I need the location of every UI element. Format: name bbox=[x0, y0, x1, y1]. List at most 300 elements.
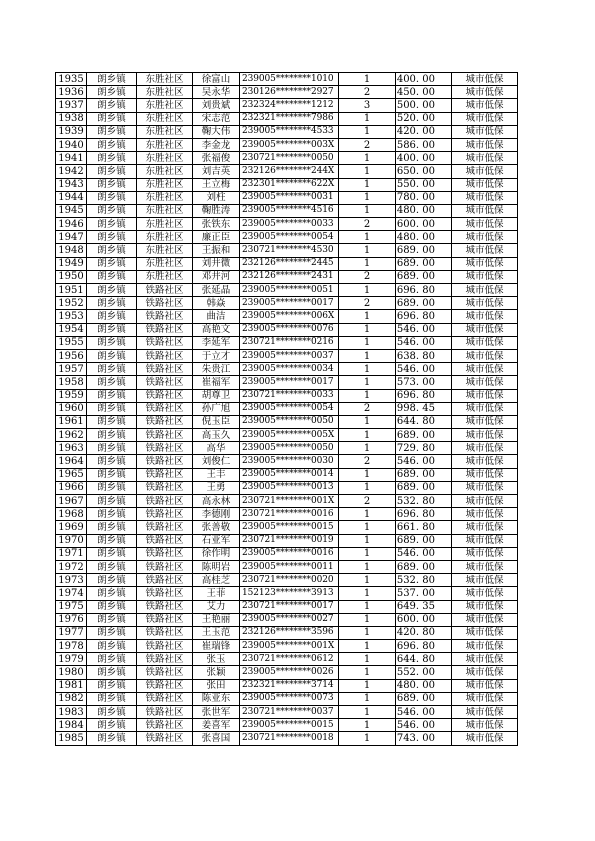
table-row bbox=[56, 587, 518, 600]
id-number-cell: 239005********0076 bbox=[240, 323, 339, 336]
household-count-cell: 1 bbox=[339, 415, 396, 428]
town-cell: 朗乡镇 bbox=[87, 218, 137, 231]
id-number-cell: 232126********244X bbox=[240, 165, 339, 178]
table-row bbox=[56, 323, 518, 336]
town-cell: 朗乡镇 bbox=[87, 310, 137, 323]
household-count-cell: 1 bbox=[339, 481, 396, 494]
amount-cell: 546. 00 bbox=[396, 547, 452, 560]
community-cell: 铁路社区 bbox=[137, 310, 193, 323]
amount-cell: 420. 80 bbox=[396, 626, 452, 639]
table-row bbox=[56, 244, 518, 257]
table-row bbox=[56, 666, 518, 679]
table-row bbox=[56, 257, 518, 270]
id-number-cell: 239005********0050 bbox=[240, 415, 339, 428]
name-cell: 姜喜军 bbox=[193, 719, 240, 732]
category-cell: 城市低保 bbox=[452, 455, 518, 468]
amount-cell: 650. 00 bbox=[396, 165, 452, 178]
community-cell: 铁路社区 bbox=[137, 429, 193, 442]
town-cell: 朗乡镇 bbox=[87, 547, 137, 560]
table-row bbox=[56, 218, 518, 231]
table-row bbox=[56, 613, 518, 626]
household-count-cell: 1 bbox=[339, 429, 396, 442]
id-number-cell: 239005********0017 bbox=[240, 376, 339, 389]
town-cell: 朗乡镇 bbox=[87, 521, 137, 534]
name-cell: 刘贵斌 bbox=[193, 99, 240, 112]
household-count-cell: 1 bbox=[339, 534, 396, 547]
id-number-cell: 152123********3913 bbox=[240, 587, 339, 600]
amount-cell: 420. 00 bbox=[396, 125, 452, 138]
id-number-cell: 239005********0030 bbox=[240, 455, 339, 468]
community-cell: 东胜社区 bbox=[137, 270, 193, 283]
table-row bbox=[56, 481, 518, 494]
table-row bbox=[56, 152, 518, 165]
household-count-cell: 2 bbox=[339, 270, 396, 283]
category-cell: 城市低保 bbox=[452, 429, 518, 442]
community-cell: 铁路社区 bbox=[137, 297, 193, 310]
amount-cell: 689. 00 bbox=[396, 534, 452, 547]
household-count-cell: 1 bbox=[339, 284, 396, 297]
household-count-cell: 2 bbox=[339, 138, 396, 151]
community-cell: 东胜社区 bbox=[137, 99, 193, 112]
row-number-cell: 1948 bbox=[56, 244, 87, 257]
id-number-cell: 239005********0051 bbox=[240, 284, 339, 297]
household-count-cell: 1 bbox=[339, 706, 396, 719]
household-count-cell: 1 bbox=[339, 73, 396, 86]
amount-cell: 696. 80 bbox=[396, 508, 452, 521]
household-count-cell: 2 bbox=[339, 297, 396, 310]
name-cell: 张喜国 bbox=[193, 732, 240, 745]
id-number-cell: 239005********0011 bbox=[240, 560, 339, 573]
name-cell: 张玉 bbox=[193, 653, 240, 666]
id-number-cell: 239005********0054 bbox=[240, 231, 339, 244]
category-cell: 城市低保 bbox=[452, 640, 518, 653]
id-number-cell: 232321********7986 bbox=[240, 112, 339, 125]
id-number-cell: 239005********0014 bbox=[240, 468, 339, 481]
name-cell: 张善敬 bbox=[193, 521, 240, 534]
amount-cell: 689. 00 bbox=[396, 244, 452, 257]
name-cell: 王振和 bbox=[193, 244, 240, 257]
row-number-cell: 1984 bbox=[56, 719, 87, 732]
name-cell: 刘俊仁 bbox=[193, 455, 240, 468]
community-cell: 铁路社区 bbox=[137, 495, 193, 508]
row-number-cell: 1972 bbox=[56, 560, 87, 573]
community-cell: 铁路社区 bbox=[137, 626, 193, 639]
town-cell: 朗乡镇 bbox=[87, 455, 137, 468]
row-number-cell: 1963 bbox=[56, 442, 87, 455]
name-cell: 张福俊 bbox=[193, 152, 240, 165]
name-cell: 吴永华 bbox=[193, 86, 240, 99]
id-number-cell: 230126********2927 bbox=[240, 86, 339, 99]
household-count-cell: 1 bbox=[339, 640, 396, 653]
community-cell: 东胜社区 bbox=[137, 86, 193, 99]
row-number-cell: 1938 bbox=[56, 112, 87, 125]
category-cell: 城市低保 bbox=[452, 257, 518, 270]
category-cell: 城市低保 bbox=[452, 389, 518, 402]
name-cell: 崔福军 bbox=[193, 376, 240, 389]
id-number-cell: 230721********0612 bbox=[240, 653, 339, 666]
category-cell: 城市低保 bbox=[452, 138, 518, 151]
amount-cell: 546. 00 bbox=[396, 706, 452, 719]
town-cell: 朗乡镇 bbox=[87, 389, 137, 402]
amount-cell: 400. 00 bbox=[396, 152, 452, 165]
name-cell: 徐作明 bbox=[193, 547, 240, 560]
amount-cell: 780. 00 bbox=[396, 191, 452, 204]
amount-cell: 600. 00 bbox=[396, 218, 452, 231]
category-cell: 城市低保 bbox=[452, 719, 518, 732]
row-number-cell: 1964 bbox=[56, 455, 87, 468]
community-cell: 东胜社区 bbox=[137, 152, 193, 165]
household-count-cell: 1 bbox=[339, 587, 396, 600]
community-cell: 铁路社区 bbox=[137, 455, 193, 468]
category-cell: 城市低保 bbox=[452, 402, 518, 415]
category-cell: 城市低保 bbox=[452, 218, 518, 231]
category-cell: 城市低保 bbox=[452, 86, 518, 99]
amount-cell: 696. 80 bbox=[396, 284, 452, 297]
category-cell: 城市低保 bbox=[452, 653, 518, 666]
town-cell: 朗乡镇 bbox=[87, 402, 137, 415]
amount-cell: 689. 00 bbox=[396, 429, 452, 442]
household-count-cell: 1 bbox=[339, 653, 396, 666]
amount-cell: 649. 35 bbox=[396, 600, 452, 613]
amount-cell: 552. 00 bbox=[396, 666, 452, 679]
row-number-cell: 1985 bbox=[56, 732, 87, 745]
amount-cell: 480. 00 bbox=[396, 204, 452, 217]
row-number-cell: 1977 bbox=[56, 626, 87, 639]
category-cell: 城市低保 bbox=[452, 587, 518, 600]
id-number-cell: 232301********622X bbox=[240, 178, 339, 191]
table-row bbox=[56, 692, 518, 705]
category-cell: 城市低保 bbox=[452, 547, 518, 560]
community-cell: 铁路社区 bbox=[137, 600, 193, 613]
row-number-cell: 1945 bbox=[56, 204, 87, 217]
id-number-cell: 239005********0037 bbox=[240, 349, 339, 362]
row-number-cell: 1980 bbox=[56, 666, 87, 679]
town-cell: 朗乡镇 bbox=[87, 138, 137, 151]
category-cell: 城市低保 bbox=[452, 99, 518, 112]
town-cell: 朗乡镇 bbox=[87, 86, 137, 99]
name-cell: 曲洁 bbox=[193, 310, 240, 323]
household-count-cell: 1 bbox=[339, 125, 396, 138]
row-number-cell: 1959 bbox=[56, 389, 87, 402]
id-number-cell: 230721********0018 bbox=[240, 732, 339, 745]
table-row bbox=[56, 191, 518, 204]
table-row bbox=[56, 86, 518, 99]
household-count-cell: 1 bbox=[339, 600, 396, 613]
row-number-cell: 1937 bbox=[56, 99, 87, 112]
community-cell: 东胜社区 bbox=[137, 244, 193, 257]
id-number-cell: 239005********0033 bbox=[240, 218, 339, 231]
table-row bbox=[56, 138, 518, 151]
town-cell: 朗乡镇 bbox=[87, 679, 137, 692]
id-number-cell: 230721********0016 bbox=[240, 508, 339, 521]
category-cell: 城市低保 bbox=[452, 310, 518, 323]
name-cell: 王勇 bbox=[193, 481, 240, 494]
household-count-cell: 1 bbox=[339, 204, 396, 217]
amount-cell: 546. 00 bbox=[396, 363, 452, 376]
household-count-cell: 1 bbox=[339, 257, 396, 270]
household-count-cell: 1 bbox=[339, 349, 396, 362]
amount-cell: 689. 00 bbox=[396, 560, 452, 573]
id-number-cell: 230721********0020 bbox=[240, 574, 339, 587]
name-cell: 石亚军 bbox=[193, 534, 240, 547]
row-number-cell: 1960 bbox=[56, 402, 87, 415]
community-cell: 东胜社区 bbox=[137, 191, 193, 204]
row-number-cell: 1955 bbox=[56, 336, 87, 349]
amount-cell: 546. 00 bbox=[396, 455, 452, 468]
row-number-cell: 1975 bbox=[56, 600, 87, 613]
household-count-cell: 1 bbox=[339, 376, 396, 389]
name-cell: 孙广旭 bbox=[193, 402, 240, 415]
community-cell: 铁路社区 bbox=[137, 560, 193, 573]
row-number-cell: 1936 bbox=[56, 86, 87, 99]
amount-cell: 743. 00 bbox=[396, 732, 452, 745]
household-count-cell: 1 bbox=[339, 508, 396, 521]
table-row bbox=[56, 719, 518, 732]
town-cell: 朗乡镇 bbox=[87, 560, 137, 573]
row-number-cell: 1976 bbox=[56, 613, 87, 626]
category-cell: 城市低保 bbox=[452, 679, 518, 692]
household-count-cell: 2 bbox=[339, 402, 396, 415]
table-row bbox=[56, 521, 518, 534]
name-cell: 张铁东 bbox=[193, 218, 240, 231]
amount-cell: 546. 00 bbox=[396, 336, 452, 349]
row-number-cell: 1981 bbox=[56, 679, 87, 692]
id-number-cell: 239005********006X bbox=[240, 310, 339, 323]
town-cell: 朗乡镇 bbox=[87, 191, 137, 204]
name-cell: 陈亚东 bbox=[193, 692, 240, 705]
table-row bbox=[56, 534, 518, 547]
id-number-cell: 239005********4533 bbox=[240, 125, 339, 138]
community-cell: 铁路社区 bbox=[137, 732, 193, 745]
category-cell: 城市低保 bbox=[452, 112, 518, 125]
community-cell: 铁路社区 bbox=[137, 692, 193, 705]
amount-cell: 500. 00 bbox=[396, 99, 452, 112]
name-cell: 宋志范 bbox=[193, 112, 240, 125]
name-cell: 于立才 bbox=[193, 349, 240, 362]
name-cell: 张延晶 bbox=[193, 284, 240, 297]
name-cell: 王玉范 bbox=[193, 626, 240, 639]
amount-cell: 696. 80 bbox=[396, 310, 452, 323]
household-count-cell: 1 bbox=[339, 323, 396, 336]
row-number-cell: 1973 bbox=[56, 574, 87, 587]
amount-cell: 550. 00 bbox=[396, 178, 452, 191]
table-row bbox=[56, 732, 518, 745]
category-cell: 城市低保 bbox=[452, 481, 518, 494]
category-cell: 城市低保 bbox=[452, 336, 518, 349]
id-number-cell: 230721********4530 bbox=[240, 244, 339, 257]
category-cell: 城市低保 bbox=[452, 534, 518, 547]
town-cell: 朗乡镇 bbox=[87, 152, 137, 165]
community-cell: 东胜社区 bbox=[137, 73, 193, 86]
name-cell: 刘吉英 bbox=[193, 165, 240, 178]
table-row bbox=[56, 204, 518, 217]
household-count-cell: 2 bbox=[339, 495, 396, 508]
name-cell: 徐富山 bbox=[193, 73, 240, 86]
community-cell: 东胜社区 bbox=[137, 218, 193, 231]
community-cell: 铁路社区 bbox=[137, 719, 193, 732]
category-cell: 城市低保 bbox=[452, 297, 518, 310]
name-cell: 鞠胜涛 bbox=[193, 204, 240, 217]
category-cell: 城市低保 bbox=[452, 125, 518, 138]
table-row bbox=[56, 284, 518, 297]
town-cell: 朗乡镇 bbox=[87, 257, 137, 270]
town-cell: 朗乡镇 bbox=[87, 284, 137, 297]
household-count-cell: 1 bbox=[339, 547, 396, 560]
name-cell: 韩焱 bbox=[193, 297, 240, 310]
table-row bbox=[56, 415, 518, 428]
town-cell: 朗乡镇 bbox=[87, 442, 137, 455]
community-cell: 东胜社区 bbox=[137, 165, 193, 178]
category-cell: 城市低保 bbox=[452, 666, 518, 679]
row-number-cell: 1956 bbox=[56, 349, 87, 362]
table-row bbox=[56, 231, 518, 244]
amount-cell: 532. 80 bbox=[396, 574, 452, 587]
name-cell: 高玉久 bbox=[193, 429, 240, 442]
community-cell: 东胜社区 bbox=[137, 125, 193, 138]
name-cell: 倪玉臣 bbox=[193, 415, 240, 428]
amount-cell: 586. 00 bbox=[396, 138, 452, 151]
community-cell: 铁路社区 bbox=[137, 521, 193, 534]
town-cell: 朗乡镇 bbox=[87, 376, 137, 389]
amount-cell: 532. 80 bbox=[396, 495, 452, 508]
household-count-cell: 1 bbox=[339, 719, 396, 732]
amount-cell: 638. 80 bbox=[396, 349, 452, 362]
category-cell: 城市低保 bbox=[452, 415, 518, 428]
household-count-cell: 1 bbox=[339, 363, 396, 376]
row-number-cell: 1965 bbox=[56, 468, 87, 481]
category-cell: 城市低保 bbox=[452, 613, 518, 626]
name-cell: 高永林 bbox=[193, 495, 240, 508]
town-cell: 朗乡镇 bbox=[87, 204, 137, 217]
id-number-cell: 232324********1212 bbox=[240, 99, 339, 112]
category-cell: 城市低保 bbox=[452, 495, 518, 508]
table-row bbox=[56, 626, 518, 639]
name-cell: 廉正臣 bbox=[193, 231, 240, 244]
row-number-cell: 1961 bbox=[56, 415, 87, 428]
category-cell: 城市低保 bbox=[452, 270, 518, 283]
row-number-cell: 1947 bbox=[56, 231, 87, 244]
community-cell: 东胜社区 bbox=[137, 231, 193, 244]
id-number-cell: 230721********0033 bbox=[240, 389, 339, 402]
town-cell: 朗乡镇 bbox=[87, 415, 137, 428]
table-row bbox=[56, 165, 518, 178]
community-cell: 铁路社区 bbox=[137, 349, 193, 362]
community-cell: 铁路社区 bbox=[137, 468, 193, 481]
category-cell: 城市低保 bbox=[452, 178, 518, 191]
category-cell: 城市低保 bbox=[452, 363, 518, 376]
table-row bbox=[56, 508, 518, 521]
community-cell: 东胜社区 bbox=[137, 204, 193, 217]
name-cell: 张颖 bbox=[193, 666, 240, 679]
row-number-cell: 1978 bbox=[56, 640, 87, 653]
category-cell: 城市低保 bbox=[452, 442, 518, 455]
table-row bbox=[56, 468, 518, 481]
table-row bbox=[56, 442, 518, 455]
category-cell: 城市低保 bbox=[452, 560, 518, 573]
beneficiary-table bbox=[55, 72, 518, 746]
row-number-cell: 1983 bbox=[56, 706, 87, 719]
category-cell: 城市低保 bbox=[452, 191, 518, 204]
row-number-cell: 1962 bbox=[56, 429, 87, 442]
amount-cell: 689. 00 bbox=[396, 481, 452, 494]
household-count-cell: 3 bbox=[339, 99, 396, 112]
household-count-cell: 2 bbox=[339, 86, 396, 99]
household-count-cell: 1 bbox=[339, 178, 396, 191]
table-row bbox=[56, 125, 518, 138]
id-number-cell: 232126********2431 bbox=[240, 270, 339, 283]
town-cell: 朗乡镇 bbox=[87, 692, 137, 705]
community-cell: 铁路社区 bbox=[137, 402, 193, 415]
category-cell: 城市低保 bbox=[452, 706, 518, 719]
amount-cell: 696. 80 bbox=[396, 389, 452, 402]
town-cell: 朗乡镇 bbox=[87, 99, 137, 112]
community-cell: 铁路社区 bbox=[137, 653, 193, 666]
amount-cell: 689. 00 bbox=[396, 468, 452, 481]
table-row bbox=[56, 455, 518, 468]
town-cell: 朗乡镇 bbox=[87, 165, 137, 178]
table-row bbox=[56, 560, 518, 573]
name-cell: 李德刚 bbox=[193, 508, 240, 521]
name-cell: 鞠大伟 bbox=[193, 125, 240, 138]
household-count-cell: 1 bbox=[339, 732, 396, 745]
table-row bbox=[56, 653, 518, 666]
town-cell: 朗乡镇 bbox=[87, 719, 137, 732]
amount-cell: 661. 80 bbox=[396, 521, 452, 534]
community-cell: 铁路社区 bbox=[137, 534, 193, 547]
category-cell: 城市低保 bbox=[452, 73, 518, 86]
town-cell: 朗乡镇 bbox=[87, 429, 137, 442]
amount-cell: 998. 45 bbox=[396, 402, 452, 415]
name-cell: 王菲 bbox=[193, 587, 240, 600]
table-row bbox=[56, 547, 518, 560]
table-row bbox=[56, 178, 518, 191]
amount-cell: 480. 00 bbox=[396, 679, 452, 692]
table-row bbox=[56, 495, 518, 508]
name-cell: 邓井河 bbox=[193, 270, 240, 283]
id-number-cell: 230721********0050 bbox=[240, 152, 339, 165]
id-number-cell: 239005********0017 bbox=[240, 297, 339, 310]
id-number-cell: 230721********0216 bbox=[240, 336, 339, 349]
category-cell: 城市低保 bbox=[452, 204, 518, 217]
community-cell: 铁路社区 bbox=[137, 363, 193, 376]
household-count-cell: 1 bbox=[339, 626, 396, 639]
row-number-cell: 1942 bbox=[56, 165, 87, 178]
id-number-cell: 230721********0017 bbox=[240, 600, 339, 613]
name-cell: 艾力 bbox=[193, 600, 240, 613]
table-row bbox=[56, 429, 518, 442]
town-cell: 朗乡镇 bbox=[87, 626, 137, 639]
town-cell: 朗乡镇 bbox=[87, 178, 137, 191]
id-number-cell: 239005********0031 bbox=[240, 191, 339, 204]
row-number-cell: 1943 bbox=[56, 178, 87, 191]
row-number-cell: 1953 bbox=[56, 310, 87, 323]
town-cell: 朗乡镇 bbox=[87, 336, 137, 349]
row-number-cell: 1967 bbox=[56, 495, 87, 508]
table-row bbox=[56, 402, 518, 415]
table-row bbox=[56, 297, 518, 310]
id-number-cell: 232126********2445 bbox=[240, 257, 339, 270]
amount-cell: 546. 00 bbox=[396, 323, 452, 336]
household-count-cell: 1 bbox=[339, 560, 396, 573]
id-number-cell: 239005********0026 bbox=[240, 666, 339, 679]
town-cell: 朗乡镇 bbox=[87, 481, 137, 494]
id-number-cell: 239005********005X bbox=[240, 429, 339, 442]
household-count-cell: 1 bbox=[339, 468, 396, 481]
row-number-cell: 1939 bbox=[56, 125, 87, 138]
category-cell: 城市低保 bbox=[452, 574, 518, 587]
row-number-cell: 1971 bbox=[56, 547, 87, 560]
name-cell: 陈明岩 bbox=[193, 560, 240, 573]
